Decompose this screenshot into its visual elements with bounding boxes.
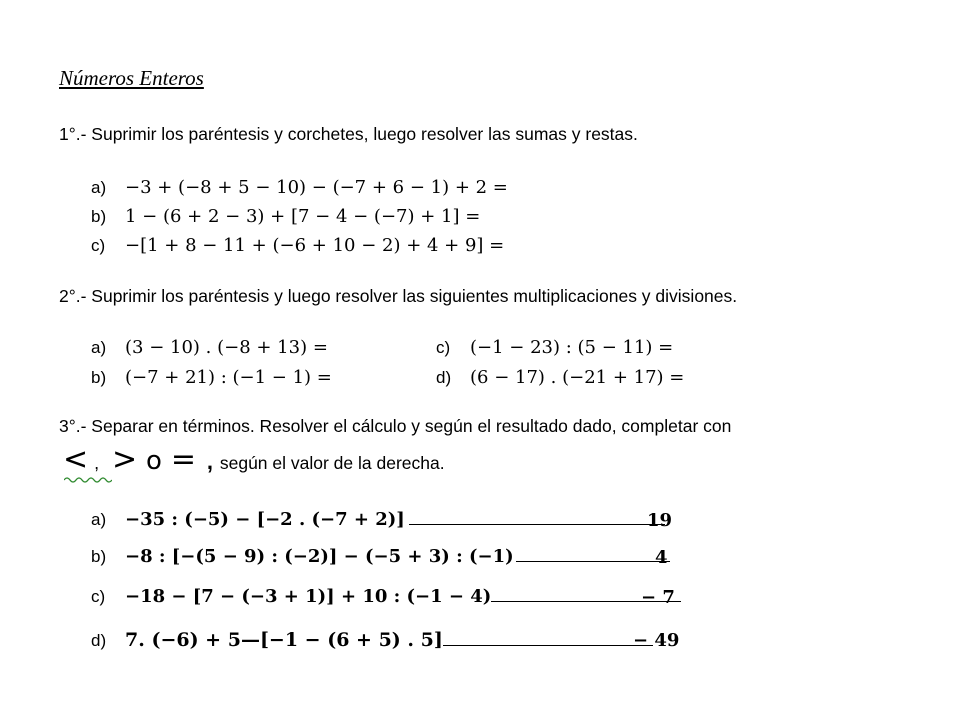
item-label: b) (91, 368, 107, 387)
exercise-2d (436, 367, 684, 388)
exercise-2b (91, 367, 332, 388)
math-expression: −18 − [7 − (−3 + 1)] + 10 : (−1 − 4) (125, 586, 492, 607)
item-label: a) (91, 338, 107, 357)
answer-blank (516, 547, 670, 562)
item-label: c) (91, 236, 106, 255)
exercise-2a (91, 337, 328, 358)
math-expression: −8 : [−(5 − 9) : (−2)] − (−5 + 3) : (−1) (125, 546, 514, 567)
exercise-3c (91, 586, 681, 607)
target-value-3b: 4 (655, 547, 668, 568)
symbol-comma: , (94, 453, 100, 473)
spellcheck-squiggle-icon (64, 476, 112, 484)
greater-than-symbol: > (112, 442, 138, 477)
item-label: b) (91, 207, 107, 226)
exercise-1a (91, 177, 508, 198)
answer-blank (443, 631, 653, 646)
math-expression: (6 − 17) . (−21 + 17) = (470, 367, 685, 388)
page-title: Números Enteros (59, 66, 204, 90)
item-label: a) (91, 510, 107, 529)
exercise-2c (436, 337, 673, 358)
exercise-1b (91, 206, 480, 227)
math-expression: −35 : (−5) − [−2 . (−7 + 2)] (125, 509, 405, 530)
math-expression: 1 − (6 + 2 − 3) + [7 − 4 − (−7) + 1] = (125, 206, 481, 227)
math-expression: −[1 + 8 − 11 + (−6 + 10 − 2) + 4 + 9] = (125, 235, 505, 256)
comparison-symbols-line (63, 442, 445, 477)
item-label: d) (91, 631, 107, 650)
answer-blank (409, 510, 665, 525)
item-label: d) (436, 368, 452, 387)
math-expression: (−7 + 21) : (−1 − 1) = (125, 367, 332, 388)
equals-symbol: = (170, 442, 196, 477)
item-label: c) (436, 338, 451, 357)
or-word: o (146, 446, 162, 476)
item-label: c) (91, 587, 106, 606)
math-expression: (−1 − 23) : (5 − 11) = (470, 337, 674, 358)
exercise-3a (91, 509, 665, 530)
section-2-heading: 2°.- Suprimir los paréntesis y luego resolver las siguientes multiplicaciones y divisiones. (59, 286, 738, 306)
math-expression: 7. (−6) + 5—[−1 − (6 + 5) . 5] (125, 629, 443, 651)
section-3-heading: 3°.- Separar en términos. Resolver el cálculo y según el resultado dado, completar con (59, 416, 732, 436)
target-value-3c: − 7 (641, 587, 675, 608)
exercise-3b (91, 546, 670, 567)
item-label: a) (91, 178, 107, 197)
symbol-comma: , (206, 449, 213, 474)
target-value-3d: − 49 (633, 630, 680, 651)
math-expression: −3 + (−8 + 5 − 10) − (−7 + 6 − 1) + 2 = (125, 177, 508, 198)
item-label: b) (91, 547, 107, 566)
section-1-heading: 1°.- Suprimir los paréntesis y corchetes, luego resolver las sumas y restas. (59, 124, 638, 144)
math-expression: (3 − 10) . (−8 + 13) = (125, 337, 328, 358)
exercise-1c (91, 235, 504, 256)
section-3-subtext: según el valor de la derecha. (219, 453, 445, 473)
exercise-3d (91, 629, 653, 651)
less-than-symbol: < (63, 442, 89, 477)
target-value-3a: 19 (647, 510, 673, 531)
